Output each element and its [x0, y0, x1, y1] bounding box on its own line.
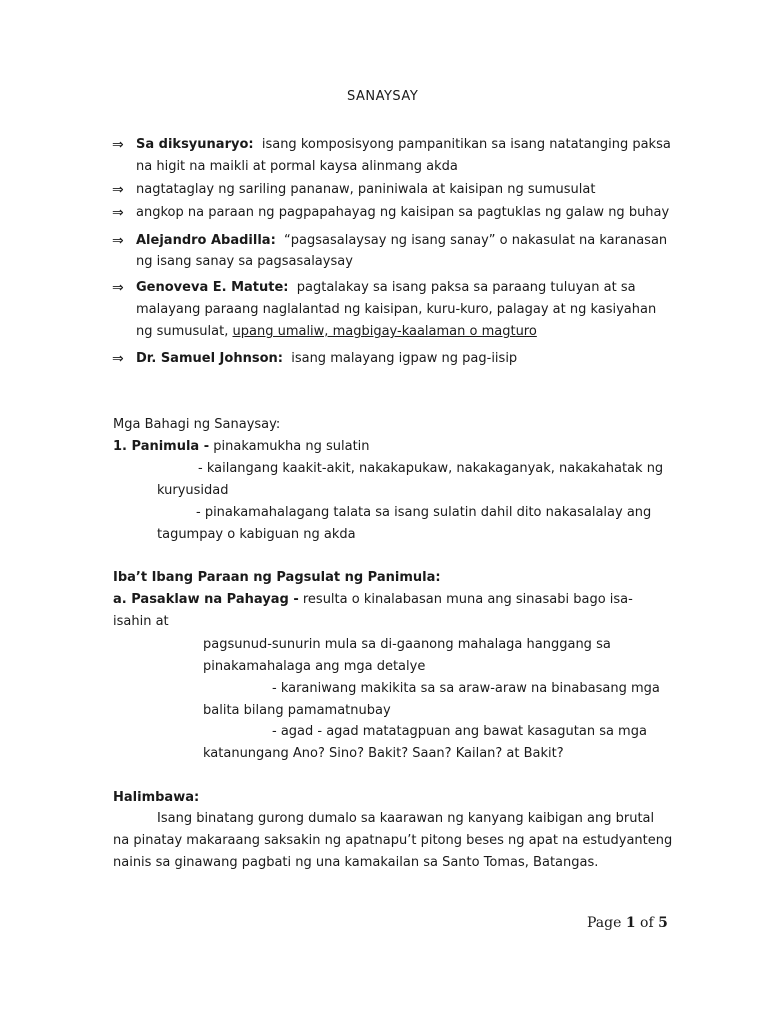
- paraan-item-a: a. Pasaklaw na Pahayag - resulta o kinalabasan muna ang sinasabi bago isa-: [113, 592, 633, 607]
- arrow-icon: ⇒: [112, 351, 124, 367]
- def-5-line-1: Genoveva E. Matute: pagtalakay sa isang paksa sa paraang tuluyan at sa: [136, 280, 636, 295]
- bahagi-line: - kailangang kaakit-akit, nakakapukaw, nakakaganyak, nakakahatak ng: [198, 461, 664, 476]
- paraan-line: balita bilang pamamatnubay: [203, 703, 391, 718]
- def-2: nagtataglay ng sariling pananaw, paniniwala at kaisipan ng sumusulat: [136, 182, 596, 197]
- bahagi-item-1: 1. Panimula - pinakamukha ng sulatin: [113, 439, 370, 454]
- arrow-icon: ⇒: [112, 182, 124, 198]
- halimbawa-line: Isang binatang gurong dumalo sa kaarawan ng kanyang kaibigan ang brutal: [157, 811, 655, 826]
- paraan-heading: Iba’t Ibang Paraan ng Pagsulat ng Panimula:: [113, 570, 441, 585]
- def-4-line-1: Alejandro Abadilla: “pagsasalaysay ng isang sanay” o nakasulat na karanasan: [136, 233, 668, 248]
- paraan-line: isahin at: [113, 614, 169, 629]
- def-1-label: Sa diksyunaryo:: [136, 137, 254, 152]
- def-6: Dr. Samuel Johnson: isang malayang igpaw ng pag-iisip: [136, 351, 518, 366]
- page-number: Page 1 of 5: [587, 915, 668, 931]
- arrow-icon: ⇒: [112, 205, 124, 221]
- def-6-label: Dr. Samuel Johnson:: [136, 351, 283, 366]
- document-title: SANAYSAY: [347, 89, 419, 104]
- paraan-line: - karaniwang makikita sa sa araw-araw na binabasang mga: [272, 681, 660, 696]
- halimbawa-line: nainis sa ginawang pagbati ng una kamakailan sa Santo Tomas, Batangas.: [113, 855, 599, 870]
- def-5-line-3: ng sumusulat, upang umaliw, magbigay-kaalaman o magturo: [136, 324, 537, 339]
- def-5-line-2: malayang paraang naglalantad ng kaisipan, kuru-kuro, palagay at ng kasiyahan: [136, 302, 657, 317]
- def-1-line-2: na higit na maikli at pormal kaysa alinmang akda: [136, 159, 458, 174]
- halimbawa-heading: Halimbawa:: [113, 790, 200, 805]
- bahagi-heading: Mga Bahagi ng Sanaysay:: [113, 417, 281, 432]
- def-5-label: Genoveva E. Matute:: [136, 280, 289, 295]
- arrow-icon: ⇒: [112, 233, 124, 249]
- halimbawa-line: na pinatay makaraang saksakin ng apatnapu’t pitong beses ng apat na estudyanteng: [113, 833, 673, 848]
- arrow-icon: ⇒: [112, 280, 124, 296]
- paraan-line: pagsunud-sunurin mula sa di-gaanong mahalaga hanggang sa: [203, 637, 611, 652]
- def-4-line-2: ng isang sanay sa pagsasalaysay: [136, 254, 353, 269]
- arrow-icon: ⇒: [112, 137, 124, 153]
- def-3: angkop na paraan ng pagpapahayag ng kaisipan sa pagtuklas ng galaw ng buhay: [136, 205, 670, 220]
- bahagi-line: kuryusidad: [157, 483, 229, 498]
- bahagi-line: tagumpay o kabiguan ng akda: [157, 527, 356, 542]
- paraan-line: - agad - agad matatagpuan ang bawat kasagutan sa mga: [272, 724, 647, 739]
- bahagi-line: - pinakamahalagang talata sa isang sulatin dahil dito nakasalalay ang: [196, 505, 652, 520]
- paraan-line: katanungang Ano? Sino? Bakit? Saan? Kailan? at Bakit?: [203, 746, 564, 761]
- def-4-label: Alejandro Abadilla:: [136, 233, 276, 248]
- paraan-line: pinakamahalaga ang mga detalye: [203, 659, 426, 674]
- def-1-line-1: Sa diksyunaryo: isang komposisyong pampanitikan sa isang natatanging paksa: [136, 137, 671, 152]
